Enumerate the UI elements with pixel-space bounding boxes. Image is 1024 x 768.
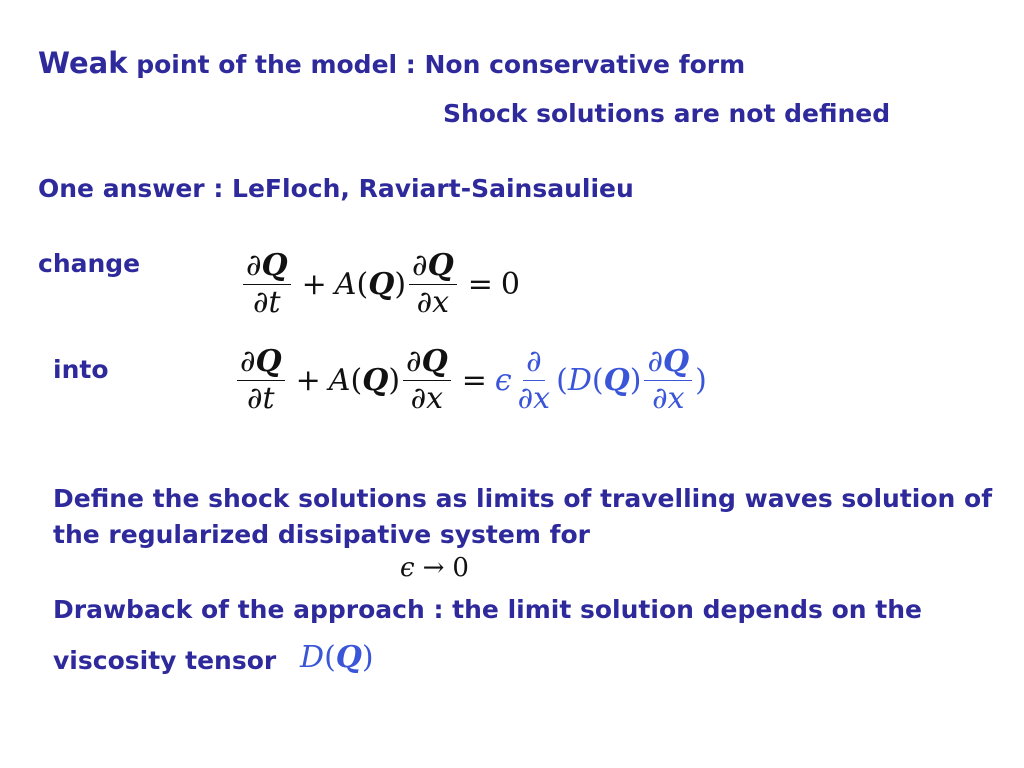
fraction-dq-dx-3: $\frac{\partial Q}{\partial x}$ bbox=[644, 346, 692, 414]
drawback-line-2: viscosity tensor bbox=[53, 646, 277, 675]
fraction-d-dx: $\frac{\partial}{\partial x}$ bbox=[517, 344, 551, 416]
title-weak-word: Weak bbox=[38, 46, 128, 80]
epsilon-limit: ϵ → 0 bbox=[400, 553, 469, 583]
define-line-1: Define the shock solutions as limits of travelling waves solution of bbox=[53, 484, 993, 513]
equation-conservative: $\frac{\partial Q}{\partial t}$ + A ( Q ) $\frac{\partial Q}{\partial x}$ = 0 bbox=[240, 250, 520, 318]
fraction-dq-dx-2: $\frac{\partial Q}{\partial x}$ bbox=[403, 346, 451, 414]
fraction-dq-dt: $\frac{\partial Q}{\partial t}$ bbox=[243, 250, 291, 318]
into-label: into bbox=[53, 355, 109, 384]
subtitle: Shock solutions are not defined bbox=[443, 99, 891, 128]
dissipative-term: ϵ $\frac{\partial}{\partial x}$ ( D ( Q ) $\frac{\partial Q}{\partial x}$ ) bbox=[494, 344, 707, 416]
viscosity-tensor-symbol: D ( Q ) bbox=[300, 640, 374, 675]
fraction-dq-dx: $\frac{\partial Q}{\partial x}$ bbox=[409, 250, 457, 318]
equation-regularized: $\frac{\partial Q}{\partial t}$ + A ( Q ) $\frac{\partial Q}{\partial x}$ = ϵ $\frac{\partial}{\partial x}$ ( D ( Q ) $\frac{\partial Q}{\partial x}$ ) bbox=[234, 346, 707, 414]
answer-line: One answer : LeFloch, Raviart-Sainsaulieu bbox=[38, 174, 634, 203]
drawback-line-1: Drawback of the approach : the limit solution depends on the bbox=[53, 595, 922, 624]
change-label: change bbox=[38, 249, 141, 278]
title-rest: point of the model : Non conservative form bbox=[136, 50, 746, 79]
define-line-2: the regularized dissipative system for bbox=[53, 520, 590, 549]
fraction-dq-dt-2: $\frac{\partial Q}{\partial t}$ bbox=[237, 346, 285, 414]
slide-title bbox=[38, 46, 745, 81]
